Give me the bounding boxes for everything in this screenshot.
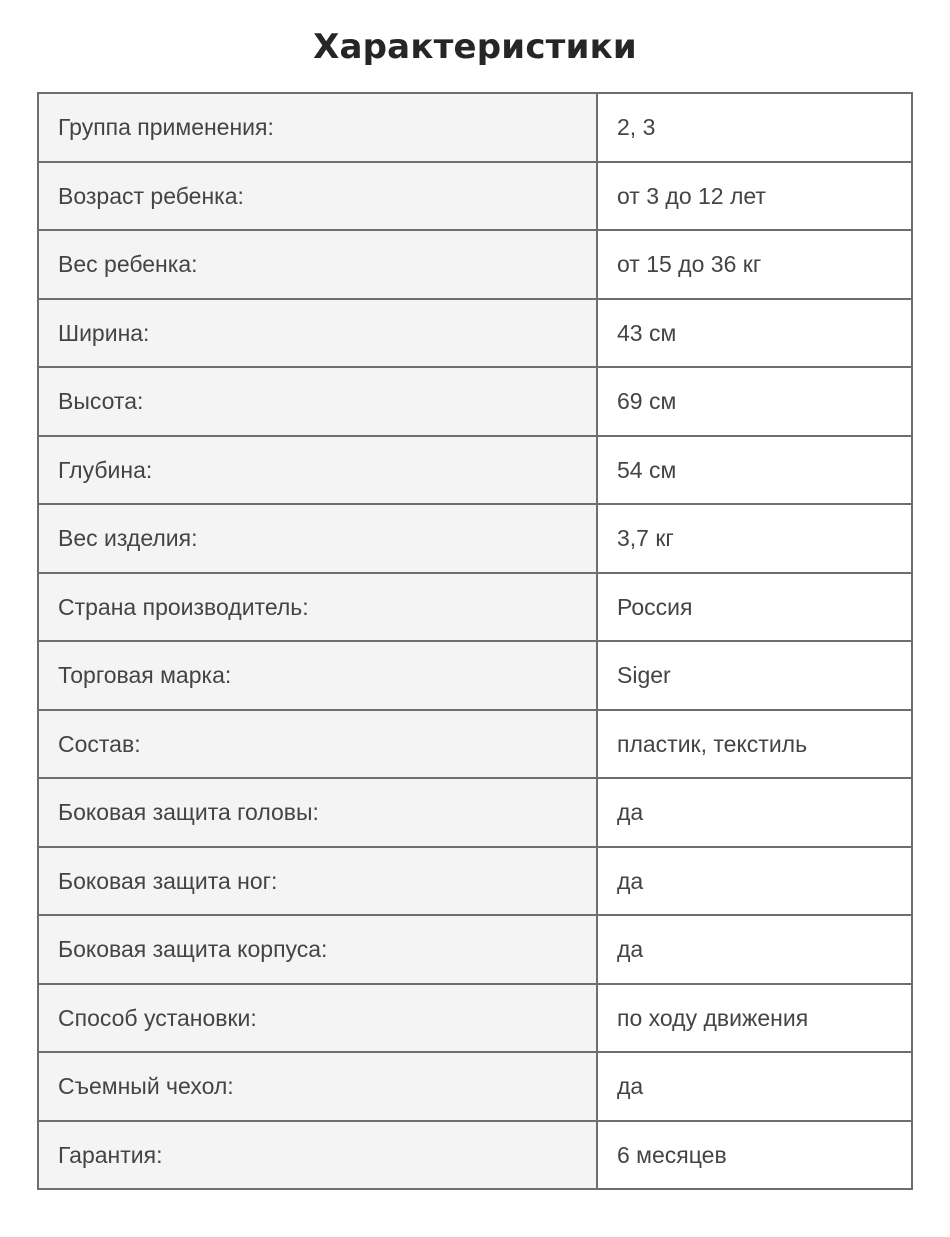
spec-value: по ходу движения <box>597 984 912 1053</box>
spec-value: 2, 3 <box>597 93 912 162</box>
spec-label: Возраст ребенка: <box>38 162 597 231</box>
table-row <box>38 1052 912 1121</box>
table-row <box>38 93 912 162</box>
spec-label: Боковая защита головы: <box>38 778 597 847</box>
table-row <box>38 1121 912 1190</box>
spec-value: Россия <box>597 573 912 642</box>
spec-value: от 3 до 12 лет <box>597 162 912 231</box>
spec-value: 3,7 кг <box>597 504 912 573</box>
spec-label: Вес изделия: <box>38 504 597 573</box>
spec-label: Способ установки: <box>38 984 597 1053</box>
table-row <box>38 504 912 573</box>
page-title: Характеристики <box>313 27 637 67</box>
spec-label: Боковая защита ног: <box>38 847 597 916</box>
spec-label: Высота: <box>38 367 597 436</box>
table-row <box>38 573 912 642</box>
spec-label: Съемный чехол: <box>38 1052 597 1121</box>
spec-label: Ширина: <box>38 299 597 368</box>
spec-value: да <box>597 778 912 847</box>
table-row <box>38 436 912 505</box>
spec-value: пластик, текстиль <box>597 710 912 779</box>
spec-value: да <box>597 915 912 984</box>
table-row <box>38 778 912 847</box>
spec-label: Группа применения: <box>38 93 597 162</box>
table-row <box>38 984 912 1053</box>
table-row <box>38 641 912 710</box>
spec-label: Боковая защита корпуса: <box>38 915 597 984</box>
spec-value: 43 см <box>597 299 912 368</box>
spec-label: Торговая марка: <box>38 641 597 710</box>
spec-value: 6 месяцев <box>597 1121 912 1190</box>
table-row <box>38 710 912 779</box>
table-row <box>38 915 912 984</box>
spec-label: Страна производитель: <box>38 573 597 642</box>
spec-label: Глубина: <box>38 436 597 505</box>
spec-label: Состав: <box>38 710 597 779</box>
table-row <box>38 847 912 916</box>
table-row <box>38 162 912 231</box>
table-row <box>38 230 912 299</box>
spec-value: 54 см <box>597 436 912 505</box>
spec-value: Siger <box>597 641 912 710</box>
spec-value: 69 см <box>597 367 912 436</box>
spec-value: да <box>597 847 912 916</box>
spec-label: Вес ребенка: <box>38 230 597 299</box>
specs-table <box>37 92 913 1190</box>
spec-value: от 15 до 36 кг <box>597 230 912 299</box>
table-row <box>38 299 912 368</box>
table-row <box>38 367 912 436</box>
spec-value: да <box>597 1052 912 1121</box>
spec-label: Гарантия: <box>38 1121 597 1190</box>
